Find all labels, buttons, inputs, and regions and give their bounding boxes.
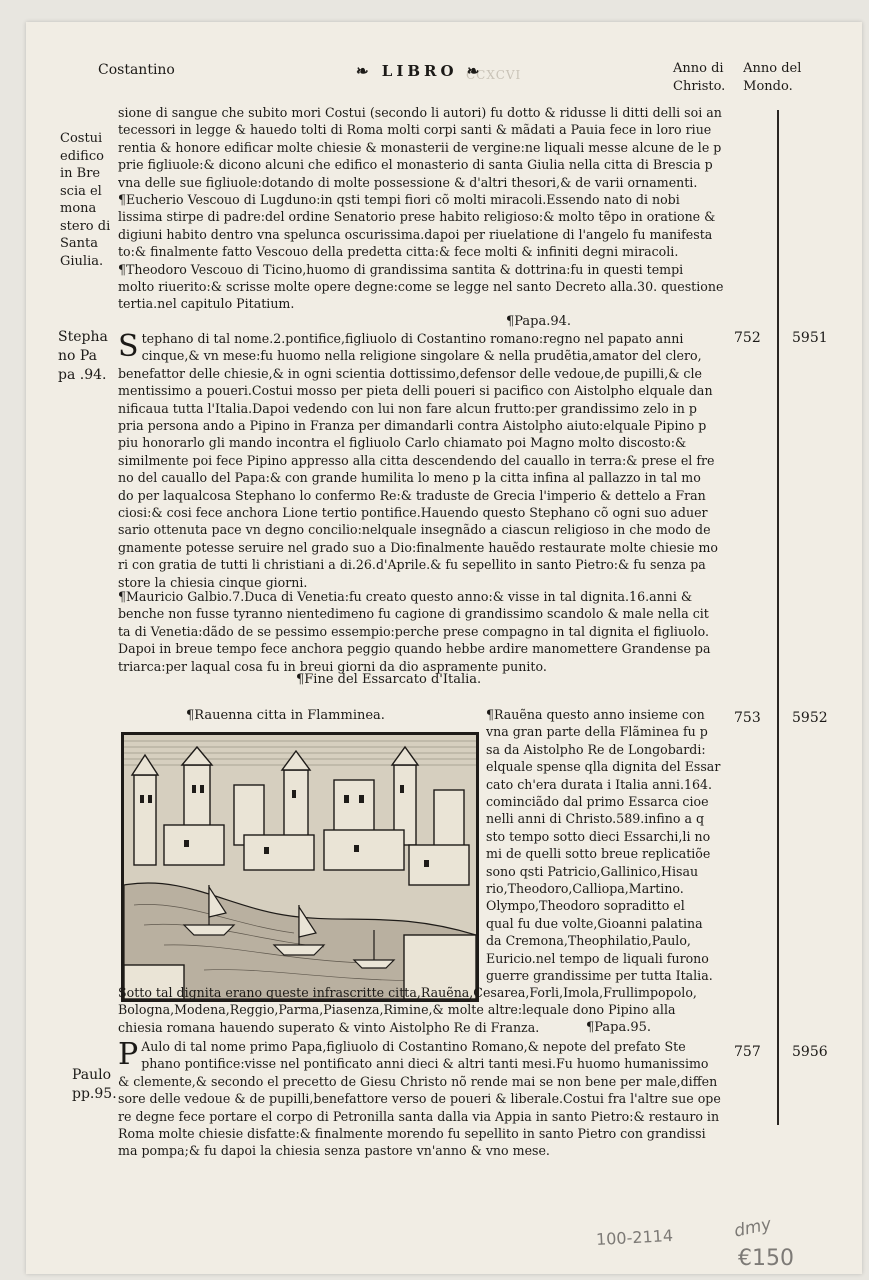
- year-column-rule: [777, 110, 779, 1125]
- margin-line: pa .94.: [58, 367, 107, 383]
- text-line: ¶Rauẽna questo anno insieme con: [486, 707, 705, 722]
- text-line: sione di sangue che subito mori Costui (secondo li autori) fu dotto & ridusse li ditti delli soi an: [118, 105, 722, 120]
- margin-line: Stepha: [58, 329, 108, 345]
- text-line: Bologna,Modena,Reggio,Parma,Piasenza,Rimine,& molte altre:lequale dono Pipino alla: [118, 1002, 676, 1018]
- text-line: phano pontifice:visse nel pontificato anni dieci & altri tanti mesi.Fu huomo humanissimo: [141, 1056, 709, 1072]
- text-line: piu honorarlo gli mando incontra el figliuolo Carlo chiamato poi Magno molto discosto:&: [118, 435, 687, 451]
- text-block-mauricio: [118, 588, 726, 675]
- text-line: sto tempo sotto dieci Essarchi,li no: [486, 828, 711, 844]
- running-head-title: ❧ LIBRO ❧: [356, 62, 484, 80]
- margin-note-costui: [60, 130, 110, 270]
- text-line: sa da Aistolpho Re de Longobardi:: [486, 741, 706, 757]
- text-line: tecessori in legge & hauedo tolti di Roma molti corpi santi & mãdati a Pauia fece in loro riue: [118, 122, 712, 138]
- text-line: gnamente potesse seruire nel grado suo a Dio:finalmente hauẽdo restaurate molte chiesie mo: [118, 539, 718, 555]
- text-line: benche non fusse tyranno nientedimeno fu cagione di grandissimo scandolo & male nella cit: [118, 606, 709, 622]
- text-line: rio,Theodoro,Calliopa,Martino.: [486, 881, 684, 897]
- text-line: triarca:per laqual cosa fu in breui giorni da dio aspramente punito.: [118, 658, 547, 674]
- text-block-ravenna: [486, 706, 731, 985]
- margin-line: edifico: [60, 148, 104, 164]
- text-line: cinque,& vn mese:fu huomo nella religione singolare & nella prudẽtia,amator del clero,: [141, 348, 702, 364]
- text-line: Roma molte chiesie disfatte:& finalmente morendo fu sepellito in santo Pietro con grandissi: [118, 1126, 706, 1142]
- text-line: digiuni habito dentro vna spelunca oscurissima.dapoi per riuelatione di l'angelo fu manifesta: [118, 226, 713, 242]
- margin-line: Paulo: [72, 1067, 112, 1083]
- text-line: vna gran parte della Flãminea fu p: [486, 724, 708, 740]
- text-line: molto riuerito:& scrisse molte opere degne:come se legge nel santo Decreto alla.30. questione: [118, 279, 724, 295]
- running-head-left: Costantino: [98, 62, 175, 78]
- pencil-price: €150: [738, 1246, 794, 1271]
- text-line: cato ch'era durata i Italia anni.164.: [486, 776, 713, 792]
- woodcut-caption: ¶Rauenna citta in Flamminea.: [186, 708, 385, 723]
- text-line: ciosi:& cosi fece anchora Lione tertio pontifice.Hauendo questo Stephano cõ ogni suo aduer: [118, 505, 708, 521]
- year-world-5952: 5952: [792, 710, 828, 726]
- running-head-right: [673, 60, 801, 96]
- year-world-5956: 5956: [792, 1044, 828, 1060]
- text-line: cominciãdo dal primo Essarca cioe: [486, 794, 709, 810]
- fine-essarcato-heading: ¶Fine del Essarcato d'Italia.: [296, 672, 482, 687]
- text-line: sario ottenuta pace vn degno concilio:nelquale insegnãdo a ciascun religioso in che modo de: [118, 522, 711, 538]
- year-world-5951: 5951: [792, 330, 828, 346]
- margin-line: scia el: [60, 183, 102, 199]
- text-line: ¶Theodoro Vescouo di Ticino,huomo di grandissima santita & dottrina:fu in questi tempi: [118, 261, 684, 277]
- margin-line: Costui: [60, 131, 103, 146]
- text-line: Olympo,Theodoro sopraditto el: [486, 898, 685, 914]
- header-anno-mondo-1: Anno del: [743, 61, 802, 76]
- text-line: Sotto tal dignita erano queste infrascritte citta,Rauẽna,Cesarea,Forli,Imola,Frullimpopolo,: [118, 985, 697, 1000]
- header-anno-christo-1: Anno di: [673, 61, 724, 76]
- margin-line: Giulia.: [60, 253, 104, 269]
- text-line: prie figliuole:& dicono alcuni che edifico el monasterio di santa Giulia nella citta di Brescia p: [118, 157, 713, 173]
- margin-line: pp.95.: [72, 1086, 117, 1102]
- initial-capital: S: [118, 330, 139, 364]
- text-line: benefattor delle chiesie,& in ogni scientia dottissimo,defensor delle vedoue,de pupilli,& cle: [118, 365, 702, 381]
- text-line: re degne fece portare el corpo di Petronilla santa dalla via Appia in santo Pietro:& restauro in: [118, 1108, 720, 1124]
- papa-94-heading: ¶Papa.94.: [506, 314, 572, 329]
- text-line: tertia.nel capitulo Pitatium.: [118, 296, 295, 312]
- book-page: [26, 22, 862, 1274]
- papa-95-heading: ¶Papa.95.: [586, 1020, 652, 1035]
- ravenna-city-illustration: [124, 735, 476, 999]
- text-line: no del cauallo del Papa:& con grande humilita lo meno p la citta infina al pallazzo in tal mo: [118, 470, 701, 486]
- text-line: chiesia romana hauendo superato & vinto Aistolpho Re di Franza.: [118, 1019, 540, 1035]
- text-line: ¶Eucherio Vescouo di Lugduno:in qsti tempi fiori cõ molti miracoli.Essendo nato di nobi: [118, 192, 680, 208]
- year-christ-757: 757: [734, 1044, 761, 1060]
- margin-line: Santa: [60, 236, 99, 251]
- text-line: ¶Mauricio Galbio.7.Duca di Venetia:fu creato questo anno:& visse in tal dignita.16.anni &: [118, 589, 693, 604]
- text-line: mentissimo a poueri.Costui mosso per pieta delli poueri si pacifico con Aistolpho elquale dan: [118, 383, 713, 399]
- year-christ-752: 752: [734, 330, 761, 346]
- text-line: sono qsti Patricio,Gallinico,Hisau: [486, 863, 699, 879]
- text-line: da Cremona,Theophilatio,Paulo,: [486, 933, 691, 949]
- margin-line: mona: [60, 201, 97, 216]
- margin-line: in Bre: [60, 166, 101, 181]
- text-line: Euricio.nel tempo de liquali furono: [486, 950, 709, 966]
- header-anno-mondo-2: Mondo.: [743, 79, 793, 94]
- text-line: guerre grandissime per tutta Italia.: [486, 968, 713, 984]
- text-line: do per laqualcosa Stephano lo confermo Re:& traduste de Grecia l'imperio & dettelo a Fran: [118, 487, 706, 503]
- text-line: & clemente,& secondo el precetto de Giesu Christo nõ rende mai se non bene per male,diffen: [118, 1073, 718, 1089]
- text-block-stephano: [118, 330, 726, 591]
- margin-line: no Pa: [58, 348, 98, 364]
- pencil-note: dmy: [732, 1214, 774, 1242]
- text-line: rentia & honore edificar molte chiesie & monasterii de vergine:ne liquali messe alcune de le p: [118, 139, 722, 155]
- text-line: ma pompa;& fu dapoi la chiesia senza pastore vn'anno & vno mese.: [118, 1143, 550, 1159]
- year-christ-753: 753: [734, 710, 761, 726]
- show-through-text: CCXCVI: [466, 68, 522, 82]
- initial-capital: P: [118, 1038, 139, 1072]
- text-line: Aulo di tal nome primo Papa,figliuolo di Costantino Romano,& nepote del prefato Ste: [141, 1039, 686, 1054]
- text-line: store la chiesia cinque giorni.: [118, 574, 308, 590]
- margin-line: stero di: [60, 218, 111, 234]
- text-line: elquale spense qlla dignita del Essar: [486, 759, 721, 775]
- margin-note-paulo: [72, 1066, 117, 1104]
- pencil-inventory-number: 100-2114: [595, 1225, 674, 1250]
- text-line: tephano di tal nome.2.pontifice,figliuolo di Costantino romano:regno nel papato anni: [141, 331, 684, 346]
- text-line: similmente poi fece Pipino appresso alla citta descendendo del cauallo in terra:& prese el fre: [118, 452, 715, 468]
- text-line: mi de quelli sotto breue replicatiõe: [486, 846, 711, 862]
- text-block-paulo: [118, 1038, 726, 1160]
- text-line: lissima stirpe di padre:del ordine Senatorio prese habito religioso:& molto tẽpo in oratione &: [118, 209, 716, 225]
- text-line: vna delle sue figliuole:dotando di molte possessione & d'altri thesori,& de varii ornamenti.: [118, 174, 698, 190]
- text-line: to:& finalmente fatto Vescouo della predetta citta:& fece molti & infiniti degni miracoli.: [118, 244, 679, 260]
- margin-note-stephano: [58, 328, 108, 385]
- text-line: ta di Venetia:dãdo de se pessimo essempio:perche prese compagno in tal dignita el figliuolo.: [118, 623, 710, 639]
- text-line: pria persona ando a Pipino in Franza per dimandarli contra Aistolpho aiuto:elquale Pipino p: [118, 418, 707, 434]
- header-anno-christo-2: Christo.: [673, 79, 726, 94]
- text-line: Dapoi in breue tempo fece anchora peggio quando hebbe ardire manomettere Grandense pa: [118, 641, 711, 657]
- text-line: nelli anni di Christo.589.infino a q: [486, 811, 705, 827]
- ravenna-woodcut: [121, 732, 479, 1002]
- text-line: qual fu due volte,Gioanni palatina: [486, 915, 703, 931]
- text-line: nificaua tutta l'Italia.Dapoi vedendo con lui non fare alcun frutto:per grandissimo zelo in p: [118, 400, 697, 416]
- text-line: sore delle vedoue & de pupilli,benefattore verso de poueri & liberale.Costui fra l'altre sue ope: [118, 1091, 721, 1107]
- text-line: ri con gratia de tutti li christiani a di.26.d'Aprile.& fu sepellito in santo Pietro:& fu senza pa: [118, 557, 706, 573]
- text-block-constantine: [118, 104, 726, 313]
